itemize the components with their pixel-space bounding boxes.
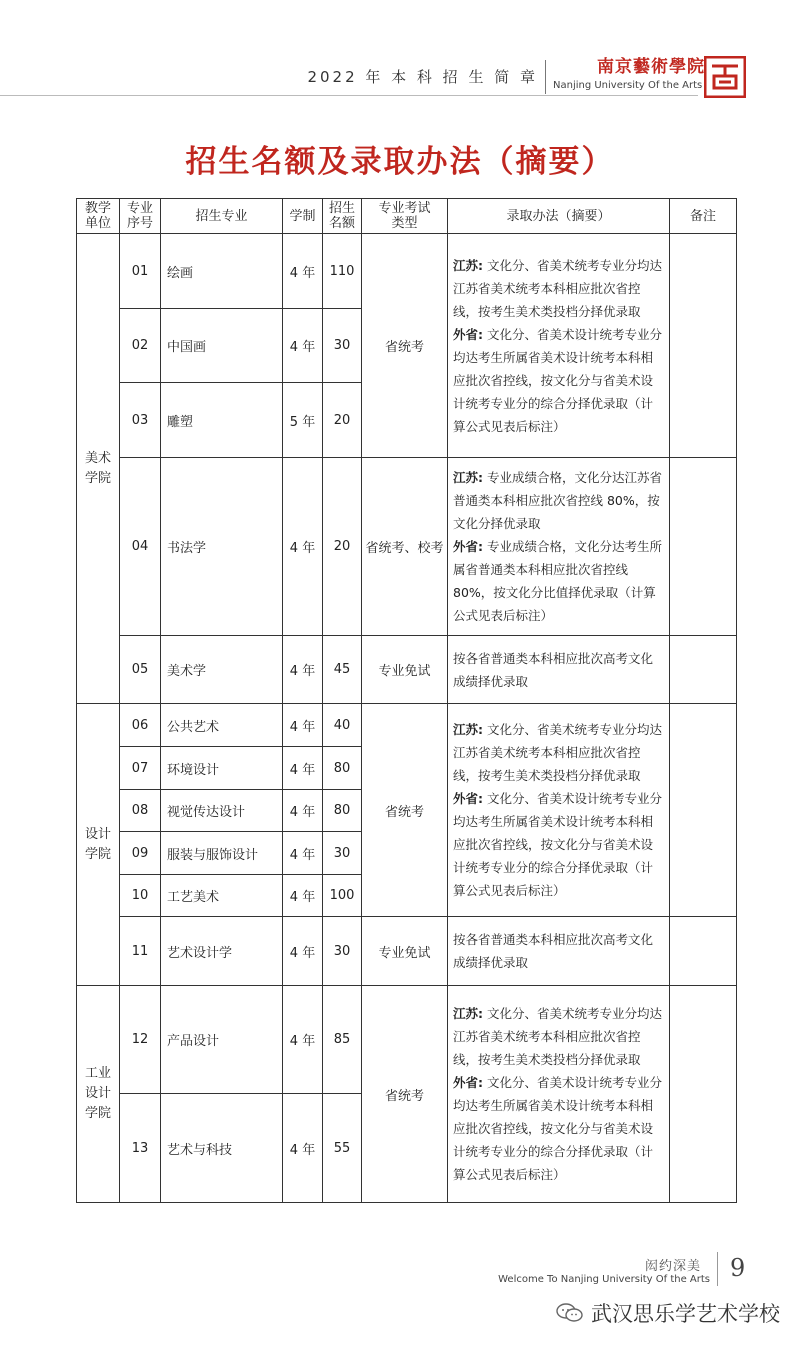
major-cell: 视觉传达设计 — [161, 790, 283, 832]
exam-cell: 省统考 — [362, 704, 448, 917]
table-row — [77, 636, 737, 704]
footer-slogan: 闳约深美 — [645, 1259, 702, 1274]
major-cell: 艺术设计学 — [161, 917, 283, 986]
quota-cell: 20 — [323, 383, 362, 458]
header-quota: 招生 名额 — [323, 199, 362, 234]
page-header — [0, 0, 800, 100]
years-cell: 4 年 — [283, 747, 323, 790]
header-seq: 专业 序号 — [120, 199, 161, 234]
quota-cell: 30 — [323, 832, 362, 875]
seq-cell: 07 — [120, 747, 161, 790]
exam-cell: 省统考 — [362, 234, 448, 458]
note-cell — [670, 458, 737, 636]
header-years: 学制 — [283, 199, 323, 234]
quota-cell: 20 — [323, 458, 362, 636]
seq-cell: 08 — [120, 790, 161, 832]
major-cell: 产品设计 — [161, 986, 283, 1094]
header-rule — [0, 95, 698, 96]
seq-cell: 06 — [120, 704, 161, 747]
header-major: 招生专业 — [161, 199, 283, 234]
quota-cell: 80 — [323, 790, 362, 832]
footer-divider — [717, 1252, 718, 1286]
years-cell: 4 年 — [283, 790, 323, 832]
seq-cell: 12 — [120, 986, 161, 1094]
major-cell: 工艺美术 — [161, 875, 283, 917]
school-seal-logo — [704, 56, 746, 98]
header-note: 备注 — [670, 199, 737, 234]
seq-cell: 01 — [120, 234, 161, 309]
major-cell: 雕塑 — [161, 383, 283, 458]
method-cell: 江苏: 文化分、省美术统考专业分均达江苏省美术统考本科相应批次省控线，按考生美术类投档分择优录取 外省: 文化分、省美术设计统考专业分均达考生所属省美术设计统考本科相应批次省控线，按文化分与省美术设计统考专业分的综合分择优录取（计算公式见表后标注） — [448, 704, 670, 917]
table-row — [77, 986, 737, 1094]
quota-cell: 80 — [323, 747, 362, 790]
method-cell: 按各省普通类本科相应批次高考文化成绩择优录取 — [448, 636, 670, 704]
method-cell: 江苏: 文化分、省美术统考专业分均达江苏省美术统考本科相应批次省控线，按考生美术类投档分择优录取 外省: 文化分、省美术设计统考专业分均达考生所属省美术设计统考本科相应批次省控线，按文化分与省美术设计统考专业分的综合分择优录取（计算公式见表后标注） — [448, 234, 670, 458]
header-divider — [545, 60, 546, 94]
major-cell: 中国画 — [161, 309, 283, 383]
table-row — [77, 917, 737, 986]
major-cell: 服装与服饰设计 — [161, 832, 283, 875]
years-cell: 5 年 — [283, 383, 323, 458]
watermark-text: 武汉思乐学艺术学校 — [591, 1302, 780, 1326]
header-method: 录取办法（摘要） — [448, 199, 670, 234]
page-title: 招生名额及录取办法（摘要） — [185, 144, 615, 180]
unit-design: 设计 学院 — [77, 704, 120, 986]
major-cell: 环境设计 — [161, 747, 283, 790]
seq-cell: 11 — [120, 917, 161, 986]
years-cell: 4 年 — [283, 986, 323, 1094]
method-cell: 江苏: 文化分、省美术统考专业分均达江苏省美术统考本科相应批次省控线，按考生美术类投档分择优录取 外省: 文化分、省美术设计统考专业分均达考生所属省美术设计统考本科相应批次省控线，按文化分与省美术设计统考专业分的综合分择优录取（计算公式见表后标注） — [448, 986, 670, 1203]
note-cell — [670, 636, 737, 704]
note-cell — [670, 986, 737, 1203]
table-row — [77, 234, 737, 309]
quota-cell: 45 — [323, 636, 362, 704]
quota-cell: 55 — [323, 1094, 362, 1203]
major-cell: 绘画 — [161, 234, 283, 309]
note-cell — [670, 704, 737, 917]
exam-cell: 省统考 — [362, 986, 448, 1203]
years-cell: 4 年 — [283, 234, 323, 309]
years-cell: 4 年 — [283, 1094, 323, 1203]
seq-cell: 05 — [120, 636, 161, 704]
years-cell: 4 年 — [283, 458, 323, 636]
table-row — [77, 704, 737, 747]
seq-cell: 09 — [120, 832, 161, 875]
years-cell: 4 年 — [283, 636, 323, 704]
major-cell: 艺术与科技 — [161, 1094, 283, 1203]
quota-cell: 100 — [323, 875, 362, 917]
seq-cell: 10 — [120, 875, 161, 917]
note-cell — [670, 234, 737, 458]
years-cell: 4 年 — [283, 309, 323, 383]
seq-cell: 13 — [120, 1094, 161, 1203]
quota-cell: 110 — [323, 234, 362, 309]
years-cell: 4 年 — [283, 704, 323, 747]
years-cell: 4 年 — [283, 875, 323, 917]
header-exam: 专业考试 类型 — [362, 199, 448, 234]
quota-cell: 85 — [323, 986, 362, 1094]
exam-cell: 省统考、校考 — [362, 458, 448, 636]
exam-cell: 专业免试 — [362, 917, 448, 986]
method-cell: 江苏: 专业成绩合格，文化分达江苏省普通类本科相应批次省控线 80%，按文化分择优录取 外省: 专业成绩合格，文化分达考生所属省普通类本科相应批次省控线 80%，按文化分比值择优录取（计算公式见表后标注） — [448, 458, 670, 636]
major-cell: 公共艺术 — [161, 704, 283, 747]
years-cell: 4 年 — [283, 917, 323, 986]
unit-art: 美术 学院 — [77, 234, 120, 704]
note-cell — [670, 917, 737, 986]
exam-cell: 专业免试 — [362, 636, 448, 704]
seq-cell: 03 — [120, 383, 161, 458]
major-cell: 书法学 — [161, 458, 283, 636]
method-cell: 按各省普通类本科相应批次高考文化成绩择优录取 — [448, 917, 670, 986]
watermark — [555, 1298, 780, 1328]
footer-welcome: Welcome To Nanjing University Of the Arts — [498, 1274, 710, 1285]
school-name-en: Nanjing University Of the Arts — [553, 80, 703, 91]
page-number: 9 — [730, 1254, 746, 1282]
quota-cell: 40 — [323, 704, 362, 747]
table-header-row — [77, 199, 737, 234]
seq-cell: 02 — [120, 309, 161, 383]
brochure-title: 2022 年 本 科 招 生 简 章 — [307, 68, 538, 86]
header-unit: 教学 单位 — [77, 199, 120, 234]
admission-table — [76, 198, 737, 1203]
quota-cell: 30 — [323, 309, 362, 383]
quota-cell: 30 — [323, 917, 362, 986]
years-cell: 4 年 — [283, 832, 323, 875]
major-cell: 美术学 — [161, 636, 283, 704]
wechat-icon — [555, 1302, 585, 1324]
school-name-cn: 南京藝術學院 — [597, 57, 705, 77]
unit-industrial: 工业 设计 学院 — [77, 986, 120, 1203]
table-row — [77, 458, 737, 636]
seq-cell: 04 — [120, 458, 161, 636]
